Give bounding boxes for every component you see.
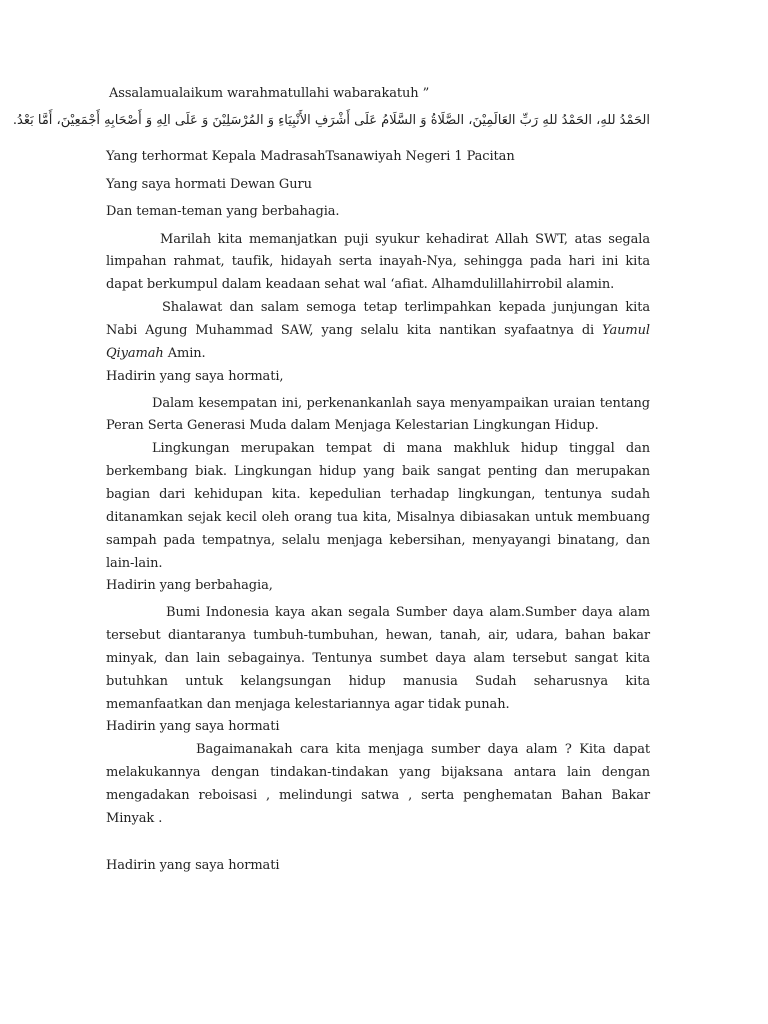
- para1-line-1: Marilah kita memanjatkan puji syukur kehadirat Allah SWT, atas segala: [160, 232, 650, 247]
- para3-line-2: Peran Serta Generasi Muda dalam Menjaga Kelestarian Lingkungan Hidup.: [106, 418, 599, 433]
- para5-line-4: butuhkan untuk kelangsungan hidup manusia Sudah seharusnya kita: [106, 674, 650, 689]
- para2-line-2: [106, 322, 650, 340]
- salutation-line-3: Dan teman-teman yang berbahagia.: [106, 204, 340, 219]
- para2-line-3-text: Amin.: [163, 346, 206, 361]
- para4-line-3: bagian dari kehidupan kita. kepedulian terhadap lingkungan, tentunya sudah: [106, 487, 650, 502]
- para4-line-1: Lingkungan merupakan tempat di mana makhluk hidup tinggal dan: [152, 441, 650, 456]
- para4-line-6: lain-lain.: [106, 556, 163, 571]
- para2-line-2-text: Nabi Agung Muhammad SAW, yang selalu kita nantikan syafaatnya di: [106, 323, 595, 338]
- para6-line-4: Minyak .: [106, 811, 163, 826]
- para2-line-1: Shalawat dan salam semoga tetap terlimpahkan kepada junjungan kita: [162, 300, 650, 315]
- arabic-opening: الحَمْدُ للهِ، الحَمْدُ للهِ رَبِّ العَالَمِيْنَ، الصَّلَاةُ وَ السَّلَامُ عَلَى أَشْرَفِ الأَنْبِيَاءِ وَ المُرْسَلِيْنَ وَ عَلَى الِهِ وَ أَصْحَابِهِ أَجْمَعِيْنَ، أَمَّا بَعْدُ.: [12, 113, 650, 128]
- para6-line-2: melakukannya dengan tindakan-tindakan yang bijaksana antara lain dengan: [106, 765, 650, 780]
- para1-line-3: dapat berkumpul dalam keadaan sehat wal ‘afiat. Alhamdulillahirrobil alamin.: [106, 277, 615, 292]
- salutation-line-1: Yang terhormat Kepala MadrasahTsanawiyah Negeri 1 Pacitan: [106, 149, 515, 164]
- para5-line-2: tersebut diantaranya tumbuh-tumbuhan, hewan, tanah, air, udara, bahan bakar: [106, 628, 650, 643]
- greeting: Assalamualaikum warahmatullahi wabarakatuh ”: [109, 86, 430, 101]
- para2-italic-yaumul: Yaumul: [602, 323, 650, 338]
- para5-line-3: minyak, dan lain sebagainya. Tentunya sumbet daya alam tersebut sangat kita: [106, 651, 650, 666]
- para2-italic-qiyamah: Qiyamah: [106, 346, 164, 361]
- salutation-line-2: Yang saya hormati Dewan Guru: [106, 177, 312, 192]
- address-3: Hadirin yang saya hormati: [106, 719, 280, 734]
- para4-line-2: berkembang biak. Lingkungan hidup yang baik sangat penting dan merupakan: [106, 464, 650, 479]
- para1-line-2: limpahan rahmat, taufik, hidayah serta inayah-Nya, sehingga pada hari ini kita: [106, 254, 650, 269]
- para6-line-1: Bagaimanakah cara kita menjaga sumber daya alam ? Kita dapat: [196, 742, 650, 757]
- para5-line-1: Bumi Indonesia kaya akan segala Sumber daya alam.Sumber daya alam: [166, 605, 650, 620]
- para5-line-5: memanfaatkan dan menjaga kelestariannya agar tidak punah.: [106, 697, 510, 712]
- para4-line-4: ditanamkan sejak kecil oleh orang tua kita, Misalnya dibiasakan untuk membuang: [106, 510, 650, 525]
- para2-line-3: [106, 345, 650, 363]
- para3-line-1: Dalam kesempatan ini, perkenankanlah saya menyampaikan uraian tentang: [152, 396, 650, 411]
- para6-line-3: mengadakan reboisasi , melindungi satwa , serta penghematan Bahan Bakar: [106, 788, 650, 803]
- address-2: Hadirin yang berbahagia,: [106, 578, 273, 593]
- address-1: Hadirin yang saya hormati,: [106, 369, 284, 384]
- para4-line-5: sampah pada tempatnya, selalu menjaga kebersihan, menyayangi binatang, dan: [106, 533, 650, 548]
- address-4: Hadirin yang saya hormati: [106, 858, 280, 873]
